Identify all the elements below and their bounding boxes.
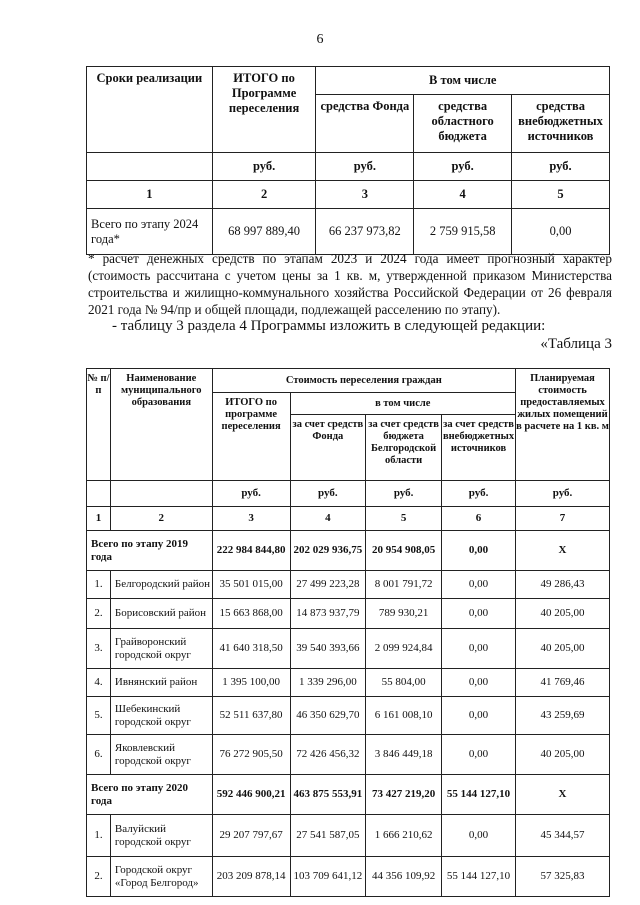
t1-row-label: Всего по этапу 2024 года* [87, 209, 213, 255]
t3-header-regional: за счет средств бюджета Белгородской области [366, 415, 442, 481]
t1-header-regional: средства областного бюджета [414, 95, 512, 153]
t3-cell-total: 1 395 100,00 [212, 669, 290, 697]
t3-cell-total: 592 446 900,21 [212, 775, 290, 815]
t3-cell-price: 40 205,00 [516, 735, 610, 775]
t3-cell-price: 40 205,00 [516, 599, 610, 629]
table-row [87, 775, 610, 815]
t1-row-regional: 2 759 915,58 [414, 209, 512, 255]
table-row [87, 697, 610, 735]
t3-row-num: 1. [87, 815, 111, 857]
t3-unit: руб. [290, 481, 366, 507]
t3-row-num: 5. [87, 697, 111, 735]
t3-cell-fund: 463 875 553,91 [290, 775, 366, 815]
t3-col-number: 5 [366, 507, 442, 531]
t3-cell-regional: 2 099 924,84 [366, 629, 442, 669]
t3-unit: руб. [212, 481, 290, 507]
t3-header-incl: в том числе [290, 393, 516, 415]
t3-stage-label: Всего по этапу 2019 года [87, 531, 213, 571]
t3-cell-price: Х [516, 531, 610, 571]
t1-row-extra: 0,00 [512, 209, 610, 255]
t1-unit: руб. [212, 153, 316, 181]
t1-unit: руб. [316, 153, 414, 181]
t1-header-group: В том числе [316, 67, 610, 95]
table-row [87, 669, 610, 697]
t1-col-number: 5 [512, 181, 610, 209]
t3-header-name: Наименование муниципального образования [110, 369, 212, 481]
t1-row-fund: 66 237 973,82 [316, 209, 414, 255]
t3-row-num: 2. [87, 857, 111, 897]
t3-unit: руб. [366, 481, 442, 507]
resettlement-cost-table [86, 368, 610, 897]
amendment-instruction: - таблицу 3 раздела 4 Программы изложить в следующей редакции: [112, 318, 546, 334]
t1-unit: руб. [512, 153, 610, 181]
t1-col-number: 4 [414, 181, 512, 209]
t3-header-total: ИТОГО по программе переселения [212, 393, 290, 481]
table-row [87, 629, 610, 669]
table-row [87, 857, 610, 897]
table-row [87, 815, 610, 857]
t3-row-num: 2. [87, 599, 111, 629]
t3-unit-empty [87, 481, 111, 507]
t1-header-period: Сроки реализации [87, 67, 213, 153]
t3-cell-regional: 6 161 008,10 [366, 697, 442, 735]
page-number: 6 [316, 32, 324, 47]
t3-cell-fund: 103 709 641,12 [290, 857, 366, 897]
t3-cell-total: 222 984 844,80 [212, 531, 290, 571]
t3-cell-regional: 55 804,00 [366, 669, 442, 697]
t3-municipality: Борисовский район [110, 599, 212, 629]
t1-header-extra: средства внебюджетных источников [512, 95, 610, 153]
t3-cell-total: 29 207 797,67 [212, 815, 290, 857]
t3-cell-extra: 0,00 [442, 599, 516, 629]
t3-cell-regional: 8 001 791,72 [366, 571, 442, 599]
t3-col-number: 2 [110, 507, 212, 531]
table-row [87, 599, 610, 629]
t3-cell-regional: 1 666 210,62 [366, 815, 442, 857]
t1-unit-empty [87, 153, 213, 181]
t3-municipality: Шебекинский городской округ [110, 697, 212, 735]
t3-cell-fund: 27 499 223,28 [290, 571, 366, 599]
t3-header-cost: Стоимость переселения граждан [212, 369, 515, 393]
t3-cell-total: 52 511 637,80 [212, 697, 290, 735]
t3-cell-extra: 55 144 127,10 [442, 857, 516, 897]
funding-table-2024 [86, 66, 610, 255]
t1-col-number: 1 [87, 181, 213, 209]
t3-cell-price: 40 205,00 [516, 629, 610, 669]
t1-header-fund: средства Фонда [316, 95, 414, 153]
t1-row-total: 68 997 889,40 [212, 209, 316, 255]
table-row [87, 735, 610, 775]
t3-cell-price: 45 344,57 [516, 815, 610, 857]
t3-unit-empty [110, 481, 212, 507]
t3-row-num: 4. [87, 669, 111, 697]
t3-col-number: 4 [290, 507, 366, 531]
footnote: * расчет денежных средств по этапам 2023 и 2024 года имеет прогнозный характер (стоимость рассчитана с учетом цены за 1 кв. м, утвержденной приказом Министерства строительства и жилищно-коммунального хозяйства Российской Федерации от 26 февраля 2021 года № 94/пр и общей площади, подлежащей расселению по этапу). [88, 251, 612, 317]
t3-cell-extra: 0,00 [442, 571, 516, 599]
t3-cell-total: 203 209 878,14 [212, 857, 290, 897]
t1-col-number: 2 [212, 181, 316, 209]
t1-header-total: ИТОГО по Программе переселения [212, 67, 316, 153]
t3-row-num: 1. [87, 571, 111, 599]
t3-unit: руб. [442, 481, 516, 507]
t3-cell-fund: 202 029 936,75 [290, 531, 366, 571]
t3-cell-regional: 73 427 219,20 [366, 775, 442, 815]
t3-cell-total: 15 663 868,00 [212, 599, 290, 629]
t3-cell-fund: 72 426 456,32 [290, 735, 366, 775]
table-row [87, 531, 610, 571]
t3-cell-fund: 14 873 937,79 [290, 599, 366, 629]
t3-header-planned: Планируемая стоимость предоставляемых жилых помещений в расчете на 1 кв. м [516, 369, 610, 481]
t3-header-fund: за счет средств Фонда [290, 415, 366, 481]
t3-cell-extra: 0,00 [442, 697, 516, 735]
t3-cell-price: 49 286,43 [516, 571, 610, 599]
t3-unit: руб. [516, 481, 610, 507]
t3-cell-extra: 55 144 127,10 [442, 775, 516, 815]
t3-row-num: 3. [87, 629, 111, 669]
t3-cell-extra: 0,00 [442, 815, 516, 857]
t3-header-num: № п/п [87, 369, 111, 481]
t3-cell-regional: 44 356 109,92 [366, 857, 442, 897]
t3-cell-extra: 0,00 [442, 531, 516, 571]
t3-municipality: Городской округ «Город Белгород» [110, 857, 212, 897]
t3-cell-fund: 27 541 587,05 [290, 815, 366, 857]
t3-row-num: 6. [87, 735, 111, 775]
t3-municipality: Белгородский район [110, 571, 212, 599]
t1-col-number: 3 [316, 181, 414, 209]
t3-col-number: 1 [87, 507, 111, 531]
table-label: «Таблица 3 [540, 336, 612, 352]
t3-cell-total: 41 640 318,50 [212, 629, 290, 669]
t3-cell-fund: 1 339 296,00 [290, 669, 366, 697]
table-row [87, 571, 610, 599]
t3-cell-price: 41 769,46 [516, 669, 610, 697]
t3-cell-fund: 39 540 393,66 [290, 629, 366, 669]
t3-cell-extra: 0,00 [442, 629, 516, 669]
t3-header-extra: за счет средств внебюджетных источников [442, 415, 516, 481]
t3-col-number: 3 [212, 507, 290, 531]
t3-municipality: Ивнянский район [110, 669, 212, 697]
t3-cell-extra: 0,00 [442, 735, 516, 775]
t3-municipality: Валуйский городской округ [110, 815, 212, 857]
t3-municipality: Грайворонский городской округ [110, 629, 212, 669]
t3-cell-total: 76 272 905,50 [212, 735, 290, 775]
t3-cell-price: 57 325,83 [516, 857, 610, 897]
t3-col-number: 7 [516, 507, 610, 531]
t3-cell-total: 35 501 015,00 [212, 571, 290, 599]
t3-municipality: Яковлевский городской округ [110, 735, 212, 775]
t3-cell-regional: 789 930,21 [366, 599, 442, 629]
t3-stage-label: Всего по этапу 2020 года [87, 775, 213, 815]
t3-cell-regional: 3 846 449,18 [366, 735, 442, 775]
t1-unit: руб. [414, 153, 512, 181]
t3-cell-fund: 46 350 629,70 [290, 697, 366, 735]
t3-cell-price: Х [516, 775, 610, 815]
t3-col-number: 6 [442, 507, 516, 531]
t3-cell-regional: 20 954 908,05 [366, 531, 442, 571]
t3-cell-extra: 0,00 [442, 669, 516, 697]
t3-cell-price: 43 259,69 [516, 697, 610, 735]
